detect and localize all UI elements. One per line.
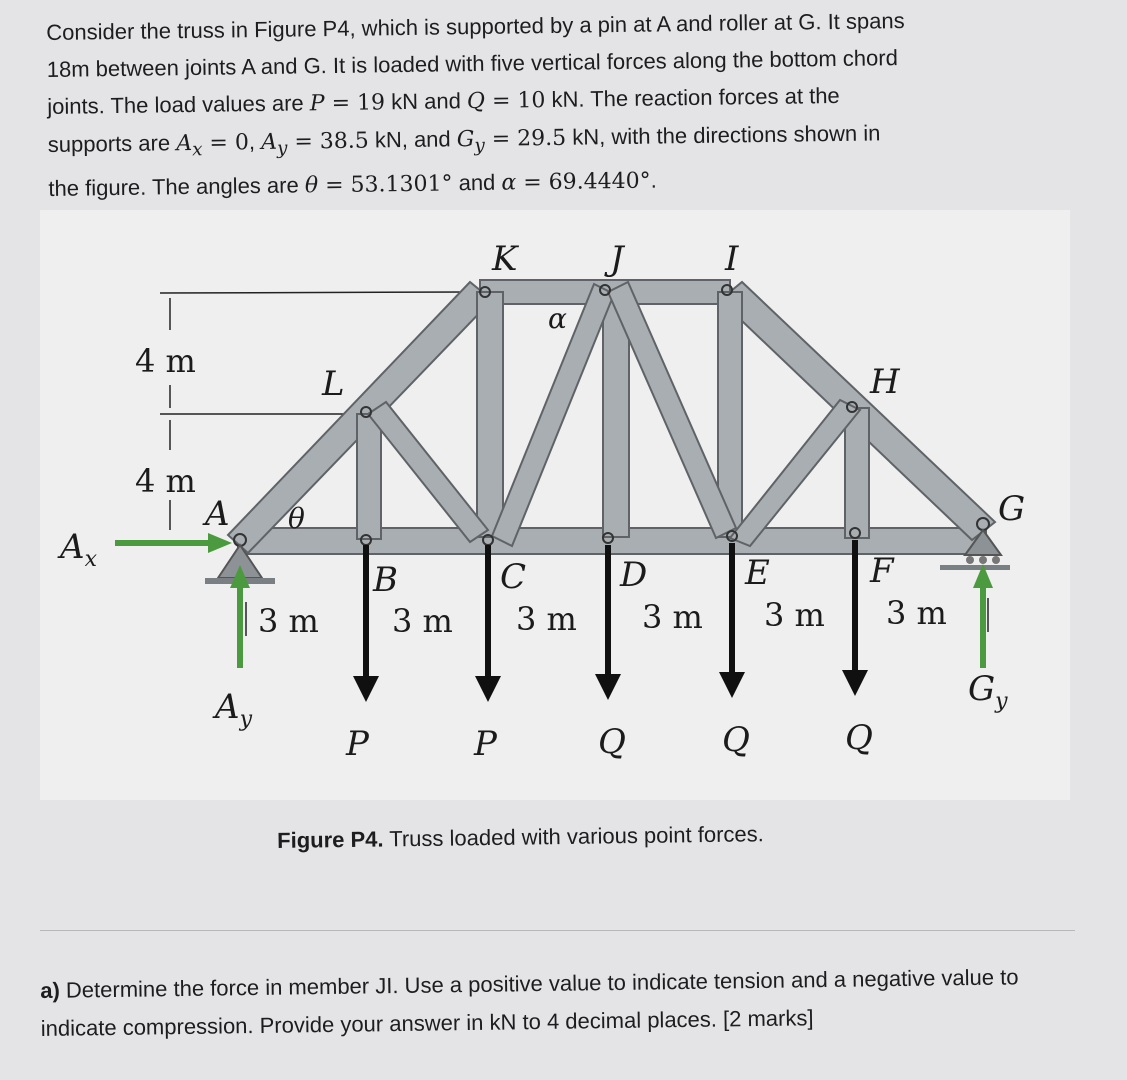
load-arrow-C bbox=[485, 545, 491, 680]
sub: y bbox=[474, 135, 485, 157]
load-arrow-B bbox=[363, 545, 369, 680]
text: Consider the truss in Figure P4, which is supported by a pin at A and roller at G. It spans bbox=[46, 8, 905, 45]
var-ax: A bbox=[176, 130, 193, 157]
angle-alpha: α bbox=[548, 302, 567, 335]
force-labels bbox=[57, 527, 1008, 764]
label-A: A bbox=[205, 494, 230, 534]
label-P-B: P bbox=[346, 724, 369, 764]
text: kN and bbox=[384, 88, 468, 115]
force-subscript: y bbox=[239, 707, 252, 732]
text: , bbox=[248, 129, 262, 155]
label-L: L bbox=[322, 364, 345, 404]
question-label: a) bbox=[40, 977, 60, 1003]
member-KC bbox=[477, 292, 503, 537]
label-C: C bbox=[500, 557, 527, 597]
roller bbox=[992, 556, 1000, 564]
label-G: G bbox=[998, 489, 1026, 529]
sub: x bbox=[192, 139, 203, 161]
span-dimension bbox=[246, 598, 988, 636]
text: the figure. The angles are bbox=[48, 172, 306, 202]
load-arrow-E bbox=[729, 543, 735, 676]
sub: y bbox=[276, 138, 288, 160]
value-ax: = 0 bbox=[202, 130, 250, 156]
label-K: K bbox=[492, 239, 518, 279]
dim-span-DE: 3 m bbox=[642, 598, 703, 636]
dim-span-FG: 3 m bbox=[886, 594, 947, 632]
dim-height-top: 4 m bbox=[135, 342, 196, 380]
caption-label: Figure P4. bbox=[277, 826, 384, 853]
value-theta: = 53.1301° bbox=[317, 171, 453, 199]
roller bbox=[979, 556, 987, 564]
load-arrow-D bbox=[605, 545, 611, 678]
value-q: = 10 bbox=[484, 88, 546, 114]
label-H: H bbox=[870, 362, 900, 402]
text: kN, with the directions shown in bbox=[565, 120, 881, 150]
var-ay: A bbox=[260, 129, 278, 156]
member-EH bbox=[730, 400, 860, 546]
load-head-F bbox=[842, 670, 868, 696]
question-a bbox=[40, 957, 1101, 1048]
label-Ax bbox=[57, 527, 98, 572]
text: kN. The reaction forces at the bbox=[545, 82, 840, 113]
load-head-E bbox=[719, 672, 745, 698]
label-Q-D: Q bbox=[598, 722, 626, 762]
label-I: I bbox=[725, 239, 739, 279]
var-theta: θ bbox=[304, 173, 319, 199]
dim-span-EF: 3 m bbox=[764, 596, 825, 634]
var-gy: G bbox=[456, 127, 475, 153]
label-D: D bbox=[620, 555, 648, 595]
label-E: E bbox=[745, 553, 770, 593]
figure-caption bbox=[277, 821, 764, 854]
text: kN, and bbox=[368, 126, 457, 153]
text: 18m between joints A and G. It is loaded with five vertical forces along the bottom chord bbox=[46, 45, 899, 82]
label-Ay bbox=[212, 687, 253, 732]
caption-text: Truss loaded with various point forces. bbox=[383, 821, 764, 852]
load-head-C bbox=[475, 676, 501, 702]
angle-theta: θ bbox=[288, 502, 305, 535]
value-p: = 19 bbox=[324, 90, 386, 117]
load-arrow-F bbox=[852, 540, 858, 674]
force-subscript: x bbox=[84, 547, 97, 572]
label-Gy bbox=[968, 669, 1008, 714]
value-gy: = 29.5 bbox=[484, 125, 567, 152]
var-alpha: α bbox=[501, 170, 517, 197]
text: joints. The load values are bbox=[47, 90, 310, 119]
label-P-C: P bbox=[474, 724, 497, 764]
var-q: Q bbox=[466, 88, 486, 115]
member-LB bbox=[357, 414, 381, 539]
value-alpha: = 69.4440° bbox=[516, 168, 651, 196]
force-subscript: y bbox=[995, 689, 1008, 714]
dim-span-CD: 3 m bbox=[516, 600, 577, 638]
member-HF bbox=[845, 408, 869, 538]
load-head-D bbox=[595, 674, 621, 700]
divider bbox=[40, 930, 1075, 931]
text: supports are bbox=[47, 130, 177, 157]
force-symbol: A bbox=[215, 687, 240, 727]
question-text: Determine the force in member JI. Use a positive value to indicate tension and a negative value to indicate compression. Provide your answer in kN to 4 decimal places. [2 marks] bbox=[40, 964, 1019, 1041]
force-symbol: G bbox=[968, 669, 996, 709]
var-p: P bbox=[309, 91, 325, 117]
truss-members bbox=[228, 280, 995, 554]
label-Q-F: Q bbox=[845, 718, 873, 758]
text: . bbox=[650, 167, 657, 193]
text: and bbox=[452, 170, 502, 196]
top-guide-line bbox=[160, 292, 468, 293]
label-B: B bbox=[373, 560, 398, 600]
dim-span-BC: 3 m bbox=[392, 602, 453, 640]
label-J: J bbox=[610, 239, 624, 279]
roller bbox=[966, 556, 974, 564]
force-symbol: A bbox=[60, 527, 85, 567]
span-labels bbox=[258, 594, 947, 640]
value-ay: = 38.5 bbox=[287, 128, 369, 155]
load-head-B bbox=[353, 676, 379, 702]
member-LC bbox=[368, 402, 488, 542]
dim-span-AB: 3 m bbox=[258, 602, 319, 640]
label-Q-E: Q bbox=[722, 720, 750, 760]
dim-height-bottom: 4 m bbox=[135, 462, 196, 500]
support-base bbox=[940, 565, 1010, 570]
label-F: F bbox=[870, 551, 894, 591]
